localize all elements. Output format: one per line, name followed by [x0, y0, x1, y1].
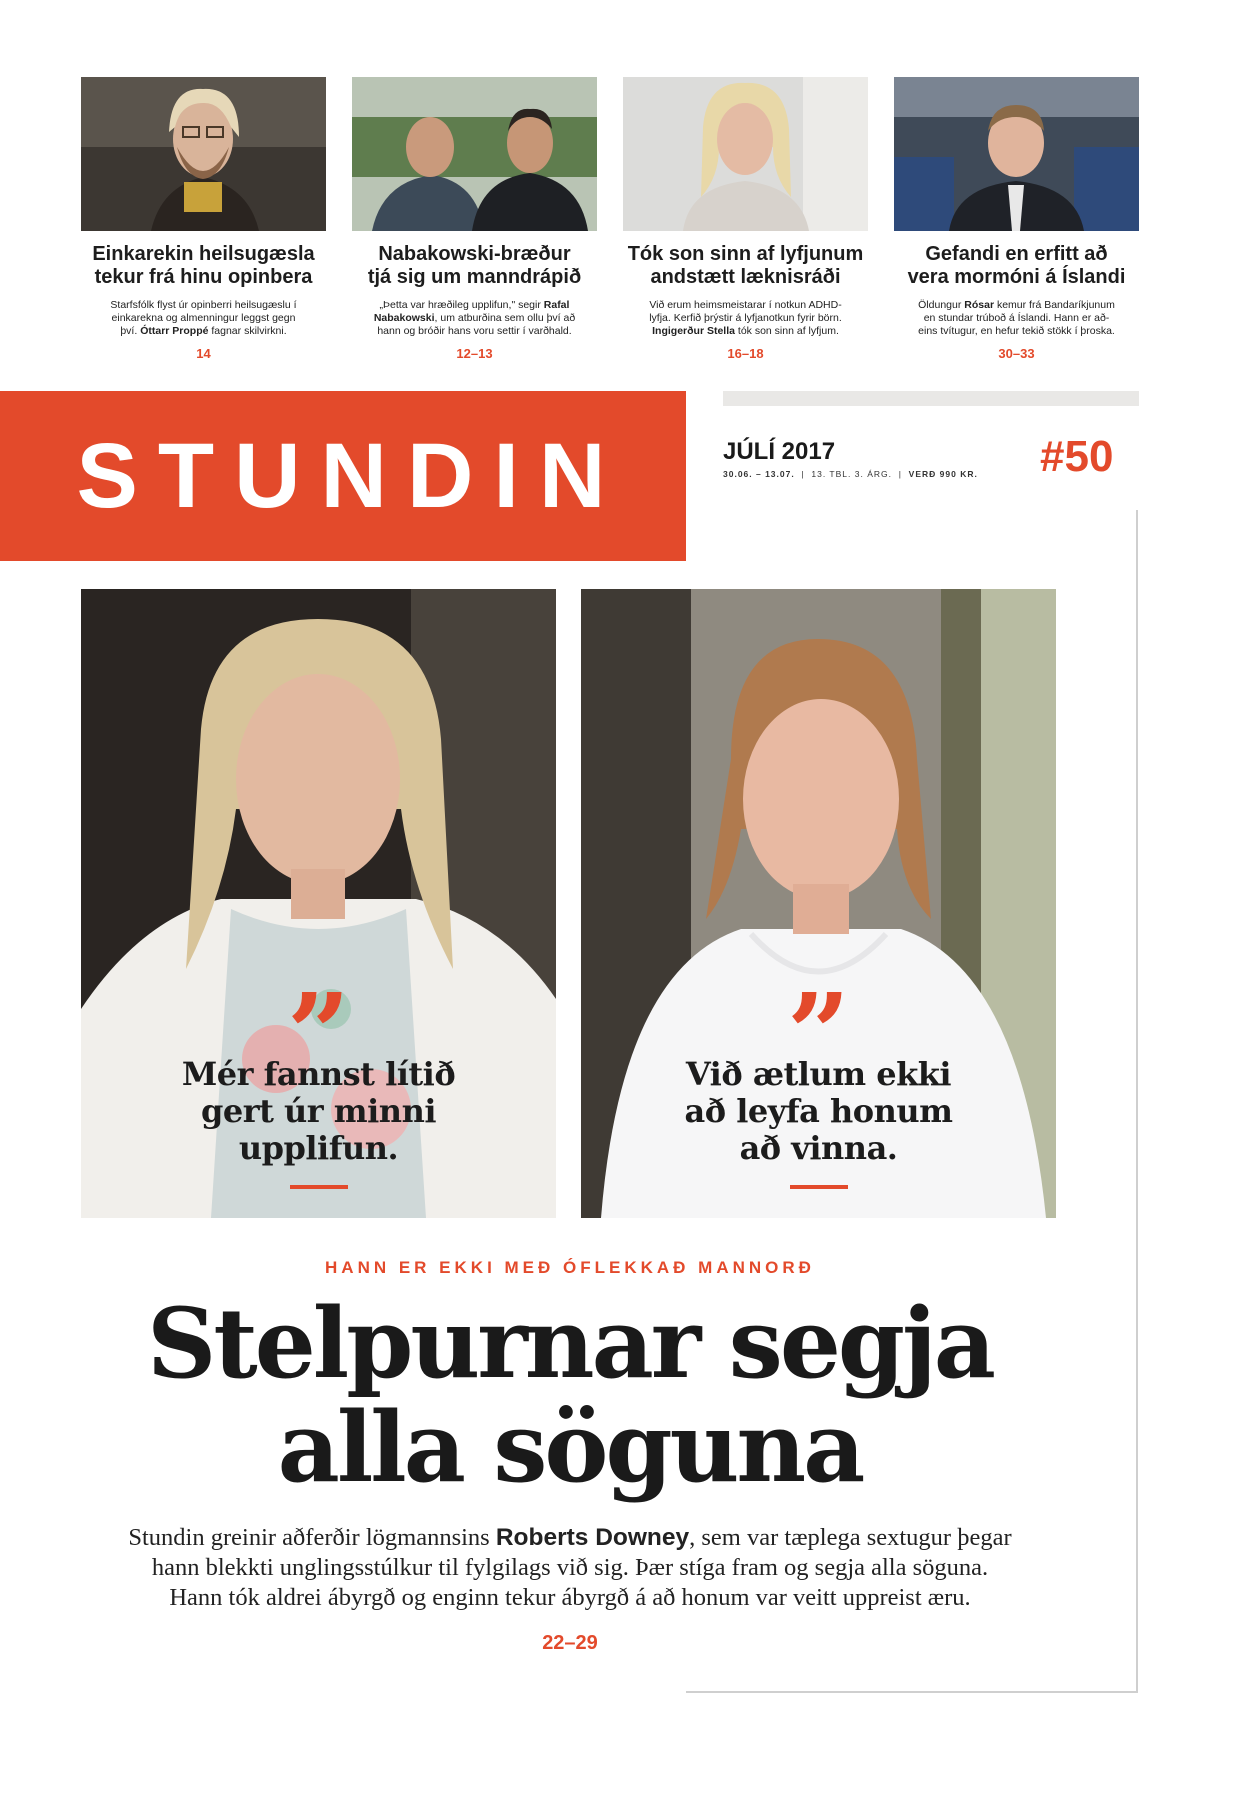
- teaser-2[interactable]: [352, 77, 597, 361]
- teaser-1-pages: 14: [196, 346, 211, 361]
- teaser-4-photo: [894, 77, 1139, 231]
- lead-deck: Stundin greinir aðferðir lögmannsins Roberts Downey, sem var tæplega sextugur þegar hann blekkti unglingsstúlkur til fylgilags við sig. Þær stíga fram og segja alla söguna. Hann tók aldrei ábyrgð og enginn tekur ábyrgð á að honum var veitt uppreist æru.: [128, 1524, 1012, 1611]
- masthead-title: STUNDIN: [76, 424, 626, 527]
- teaser-2-pages: 12–13: [456, 346, 493, 361]
- teaser-4-pages: 30–33: [998, 346, 1035, 361]
- teaser-3-body: Við erum heimsmeistarar í notkun ADHD- lyfja. Kerfið þrýstir á lyfjanotkun fyrir börn. Ingigerður Stella tók son sinn af lyfjum.: [649, 299, 842, 337]
- issue-meta: 30.06. – 13.07. | 13. TBL. 3. ÁRG. | VERÐ 990 KR.: [723, 469, 978, 479]
- teaser-1-photo: [81, 77, 326, 231]
- teaser-4-body: Öldungur Rósar kemur frá Bandaríkjunum en stundar trúboð á Íslandi. Hann er að- eins tvítugur, en hefur tekið stökk í þroska.: [918, 299, 1115, 337]
- teaser-3-pages: 16–18: [727, 346, 764, 361]
- teaser-1[interactable]: [81, 77, 326, 361]
- teaser-2-body: „Þetta var hræðileg upplifun," segir Rafal Nabakowski, um atburðina sem ollu því að hann og bróðir hans voru settir í varðhald.: [373, 299, 576, 337]
- lead-kicker: HANN ER EKKI MEÐ ÓFLEKKAÐ MANNORÐ: [325, 1258, 815, 1277]
- quote-mark-icon: ”: [786, 969, 851, 1098]
- teaser-4[interactable]: [894, 77, 1139, 361]
- portrait-right-quote-text: Við ætlum ekki að leyfa honum að vinna.: [684, 1055, 953, 1167]
- teaser-2-photo: [352, 77, 597, 231]
- portrait-left-quote-text: Mér fannst lítið gert úr minni upplifun.: [181, 1055, 456, 1167]
- teaser-1-headline: Einkarekin heilsugæsla tekur frá hinu opinbera: [92, 243, 315, 288]
- teaser-4-headline: Gefandi en erfitt að vera mormóni á Íslandi: [907, 243, 1126, 288]
- masthead[interactable]: [0, 391, 686, 561]
- issue-number: #50: [1040, 432, 1114, 481]
- lead-pages: 22–29: [542, 1632, 598, 1654]
- teaser-3[interactable]: [623, 77, 868, 361]
- quote-mark-icon: ”: [286, 969, 351, 1098]
- issue-date: JÚLÍ 2017: [723, 438, 836, 465]
- teaser-2-headline: Nabakowski-bræður tjá sig um manndrápið: [367, 243, 582, 288]
- quote-divider: [790, 1185, 848, 1189]
- teaser-1-body: Starfsfólk flyst úr opinberri heilsugæslu í einkarekna og almenningur leggst gegn því. Óttarr Proppé fagnar skilvirkni.: [110, 299, 297, 337]
- quote-divider: [290, 1185, 348, 1189]
- portrait-left-quote: [81, 969, 556, 1189]
- teaser-3-headline: Tók son sinn af lyfjunum andstætt læknisráði: [627, 243, 864, 288]
- teaser-3-photo: [623, 77, 868, 231]
- portrait-right[interactable]: [581, 589, 1056, 1218]
- portrait-left[interactable]: [81, 589, 556, 1218]
- lead-headline[interactable]: Stelpurnar segja alla söguna: [147, 1287, 993, 1504]
- portrait-right-quote: [581, 969, 1056, 1189]
- masthead-grey-bar: [723, 391, 1139, 406]
